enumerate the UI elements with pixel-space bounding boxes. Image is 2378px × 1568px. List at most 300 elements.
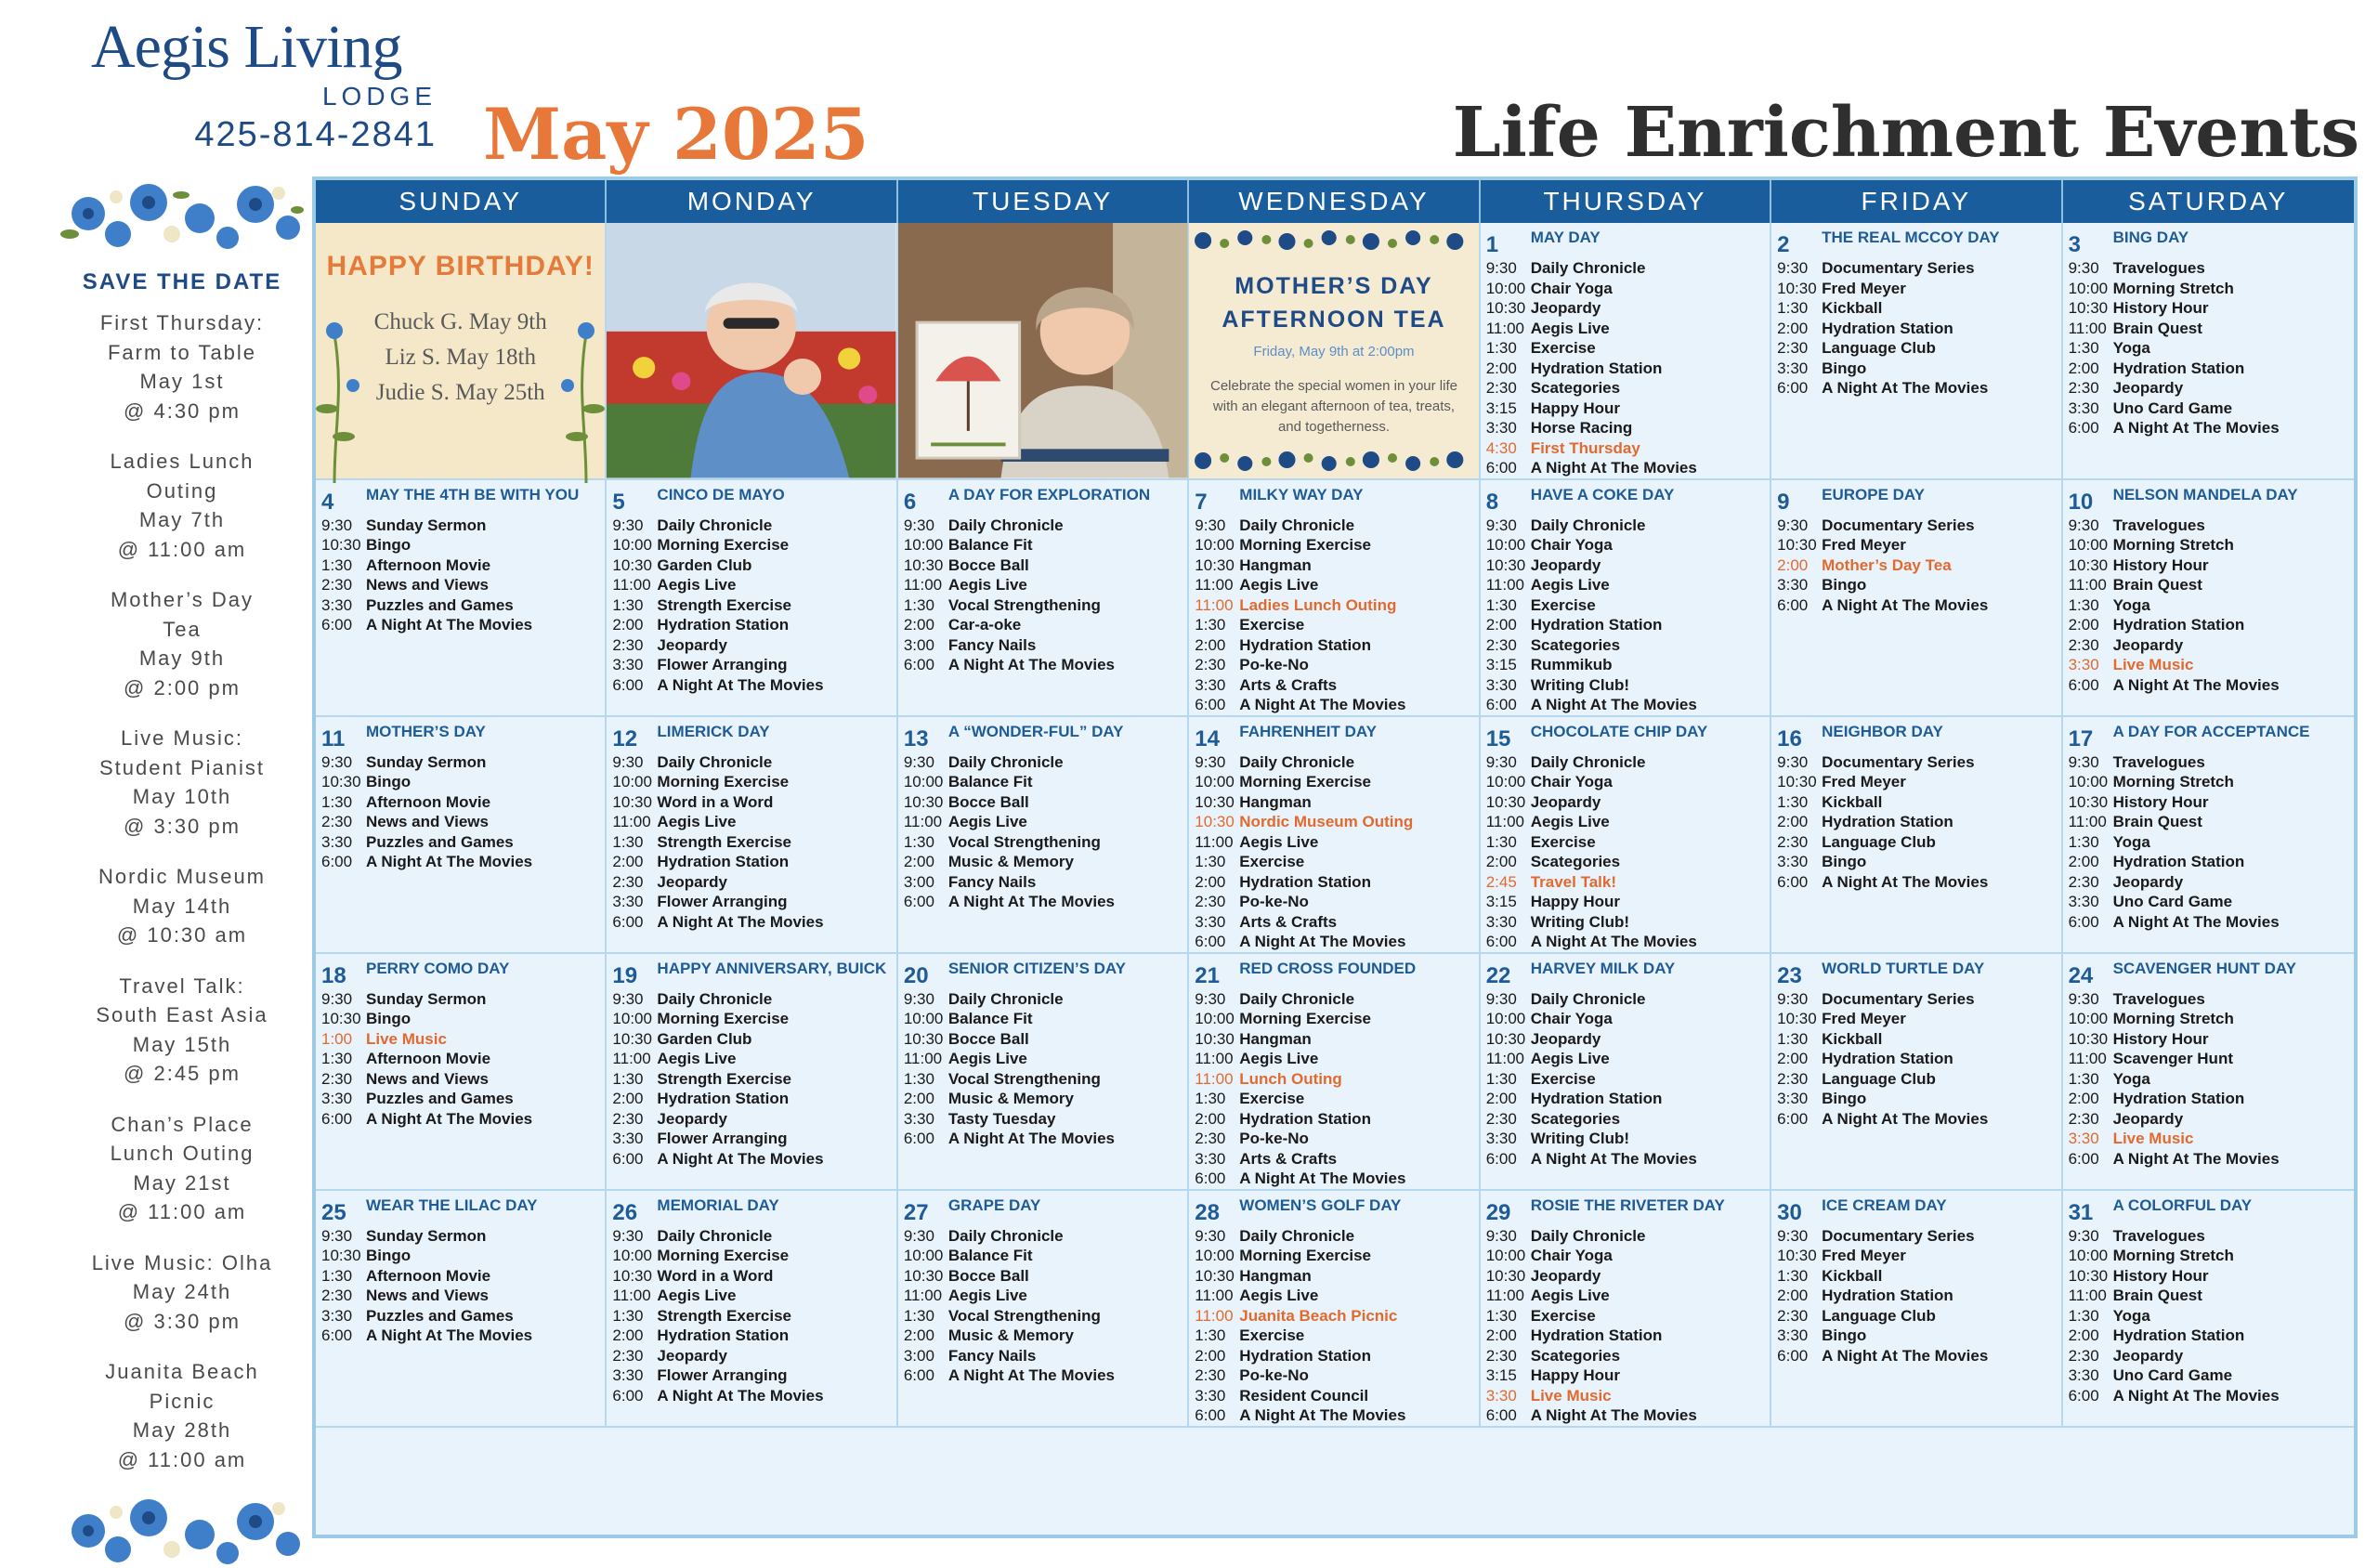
event-time: 6:00 bbox=[612, 675, 644, 694]
event-name: Writing Club! bbox=[1530, 1130, 1630, 1147]
event-time: 11:00 bbox=[1195, 1287, 1234, 1304]
day-header bbox=[612, 960, 892, 987]
event-time: 3:30 bbox=[1777, 853, 1809, 870]
event-row bbox=[612, 989, 892, 1010]
event-name: Daily Chronicle bbox=[947, 989, 1064, 1008]
event-row bbox=[612, 852, 892, 872]
event-list bbox=[612, 1226, 892, 1406]
event-row bbox=[2069, 912, 2350, 933]
event-name: Tasty Tuesday bbox=[947, 1109, 1056, 1128]
event-name: Yoga bbox=[2112, 1069, 2150, 1088]
event-row bbox=[2069, 595, 2350, 616]
event-name: Bingo bbox=[366, 1247, 412, 1264]
event-name: Happy Hour bbox=[1530, 893, 1621, 910]
event-time: 6:00 bbox=[1485, 696, 1517, 713]
event-time: 10:30 bbox=[1195, 792, 1235, 811]
logo-name: Aegis Living bbox=[91, 13, 402, 81]
day-theme: WORLD TURTLE DAY bbox=[1822, 959, 1985, 977]
event-row bbox=[1195, 912, 1474, 933]
event-name: A Night At The Movies bbox=[947, 893, 1115, 910]
event-time: 6:00 bbox=[1485, 1149, 1517, 1168]
event-row bbox=[1777, 1029, 2057, 1050]
event-row bbox=[2069, 892, 2350, 912]
event-time: 10:00 bbox=[1485, 1247, 1526, 1264]
day-cell bbox=[1189, 717, 1480, 954]
event-name: A Night At The Movies bbox=[657, 912, 824, 931]
event-time: 3:30 bbox=[2068, 1130, 2099, 1147]
event-row bbox=[612, 675, 892, 696]
event-time: 2:30 bbox=[1777, 1306, 1809, 1325]
event-name: Morning Exercise bbox=[657, 1010, 790, 1027]
event-name: Hydration Station bbox=[1530, 1326, 1663, 1344]
birthday-title: HAPPY BIRTHDAY! bbox=[326, 251, 594, 281]
event-name: Garden Club bbox=[657, 1029, 752, 1048]
event-row bbox=[321, 1049, 601, 1069]
event-name: Juanita Beach Picnic bbox=[1239, 1306, 1398, 1325]
event-row bbox=[321, 1226, 601, 1247]
event-row bbox=[1195, 1149, 1474, 1169]
event-time: 6:00 bbox=[1485, 1406, 1517, 1424]
event-list bbox=[2069, 989, 2350, 1169]
event-time: 3:30 bbox=[1195, 912, 1226, 931]
event-name: Morning Exercise bbox=[657, 773, 790, 791]
event-row bbox=[612, 535, 892, 555]
event-time: 3:30 bbox=[1195, 675, 1226, 694]
event-time: 3:00 bbox=[903, 872, 934, 891]
event-name: Flower Arranging bbox=[657, 893, 788, 910]
event-row bbox=[1195, 1169, 1474, 1189]
event-name: Strength Exercise bbox=[657, 595, 791, 614]
event-row bbox=[612, 555, 892, 576]
event-row bbox=[612, 1306, 892, 1326]
event-name: Hydration Station bbox=[1239, 1346, 1371, 1365]
event-name: Hydration Station bbox=[1822, 1287, 1953, 1304]
event-time: 9:30 bbox=[612, 752, 644, 771]
event-name: Garden Club bbox=[657, 555, 752, 574]
event-name: Hydration Station bbox=[1239, 872, 1371, 891]
event-row bbox=[321, 555, 601, 576]
birthday-name: Chuck G. May 9th bbox=[373, 309, 547, 334]
event-time: 2:30 bbox=[2068, 1346, 2099, 1365]
event-name: Hangman bbox=[1239, 1266, 1312, 1285]
event-list bbox=[904, 516, 1183, 675]
event-name: Hydration Station bbox=[1822, 319, 1953, 337]
event-time: 10:30 bbox=[612, 792, 652, 811]
event-time: 11:00 bbox=[1195, 832, 1234, 851]
event-time: 2:30 bbox=[612, 1109, 644, 1128]
event-row bbox=[321, 535, 601, 555]
day-theme: RED CROSS FOUNDED bbox=[1239, 959, 1417, 977]
event-list bbox=[1195, 989, 1474, 1189]
event-row bbox=[1195, 1226, 1474, 1247]
event-name: Scategories bbox=[1530, 1109, 1621, 1128]
event-row bbox=[1195, 695, 1474, 715]
event-time: 1:30 bbox=[2068, 1306, 2099, 1325]
event-time: 3:30 bbox=[612, 1130, 644, 1147]
event-time: 10:00 bbox=[2068, 279, 2109, 297]
event-time: 9:30 bbox=[1195, 752, 1226, 771]
event-name: Rummikub bbox=[1530, 656, 1613, 673]
event-row bbox=[1486, 1109, 1766, 1130]
event-row bbox=[1777, 1286, 2057, 1306]
event-time: 1:30 bbox=[321, 1266, 353, 1285]
event-time: 10:00 bbox=[903, 536, 944, 554]
day-number: 19 bbox=[612, 962, 638, 988]
event-time: 10:00 bbox=[903, 1010, 944, 1027]
event-name: Daily Chronicle bbox=[1530, 259, 1646, 277]
event-name: Morning Stretch bbox=[2112, 1010, 2234, 1027]
tea-title bbox=[1189, 269, 1478, 336]
event-name: Aegis Live bbox=[1239, 1287, 1319, 1304]
event-name: Hydration Station bbox=[1530, 1090, 1663, 1107]
event-row bbox=[1777, 1326, 2057, 1346]
event-row bbox=[1486, 1306, 1766, 1326]
event-name: A Night At The Movies bbox=[1822, 379, 1989, 397]
event-name: Music & Memory bbox=[947, 853, 1074, 870]
event-name: Aegis Live bbox=[1239, 576, 1319, 594]
event-row bbox=[1486, 695, 1766, 715]
event-row bbox=[612, 872, 892, 893]
event-row bbox=[1195, 1365, 1474, 1386]
event-row bbox=[1195, 989, 1474, 1010]
event-name: Kickball bbox=[1822, 299, 1883, 317]
event-time: 9:30 bbox=[1195, 1226, 1226, 1245]
event-time: 9:30 bbox=[903, 1226, 934, 1245]
event-row bbox=[2069, 418, 2350, 438]
event-row bbox=[2069, 1009, 2350, 1029]
event-time: 2:00 bbox=[903, 616, 934, 634]
event-time: 3:30 bbox=[1777, 1326, 1809, 1344]
save-the-date-item: Juanita Beach Picnic May 28th @ 11:00 am bbox=[105, 1360, 259, 1471]
event-row bbox=[1486, 655, 1766, 675]
event-time: 3:30 bbox=[1777, 1090, 1809, 1107]
event-row bbox=[1195, 932, 1474, 952]
event-row bbox=[321, 1286, 601, 1306]
event-time: 9:30 bbox=[1485, 516, 1517, 534]
event-row bbox=[2069, 1149, 2350, 1169]
event-name: Hydration Station bbox=[1822, 1050, 1953, 1067]
day-cell bbox=[1771, 480, 2062, 717]
event-name: Bingo bbox=[1822, 576, 1867, 594]
event-time: 2:30 bbox=[2068, 1109, 2099, 1128]
day-number: 2 bbox=[1777, 232, 1790, 257]
event-time: 3:30 bbox=[612, 1366, 644, 1384]
event-row bbox=[1777, 832, 2057, 853]
event-name: Po-ke-No bbox=[1239, 893, 1309, 910]
day-cell bbox=[2063, 1191, 2354, 1428]
event-row bbox=[1777, 1346, 2057, 1366]
event-row bbox=[2069, 1089, 2350, 1109]
event-time: 9:30 bbox=[321, 516, 353, 534]
day-theme: A “WONDER-FUL” DAY bbox=[947, 722, 1124, 740]
event-time: 3:30 bbox=[321, 1090, 353, 1107]
event-name: Yoga bbox=[2112, 595, 2150, 614]
weekday-tuesday: TUESDAY bbox=[898, 180, 1189, 223]
event-row bbox=[1195, 535, 1474, 555]
event-time: 3:30 bbox=[1485, 1386, 1517, 1405]
save-the-date-item: Live Music: Olha May 24th @ 3:30 pm bbox=[91, 1250, 273, 1333]
event-time: 2:00 bbox=[1777, 1050, 1809, 1067]
event-time: 6:00 bbox=[2068, 1386, 2099, 1405]
event-time: 2:30 bbox=[321, 813, 353, 830]
event-time: 9:30 bbox=[1195, 516, 1226, 534]
event-row bbox=[612, 1049, 892, 1069]
event-row bbox=[904, 872, 1183, 893]
event-name: A Night At The Movies bbox=[366, 853, 533, 870]
event-time: 10:30 bbox=[321, 773, 361, 791]
event-list bbox=[2069, 258, 2350, 438]
event-name: Balance Fit bbox=[947, 536, 1033, 554]
event-row bbox=[1777, 359, 2057, 379]
event-row bbox=[1777, 852, 2057, 872]
event-name: Scavenger Hunt bbox=[2112, 1050, 2233, 1067]
special-event-row bbox=[1486, 872, 1766, 893]
event-time: 11:00 bbox=[903, 813, 943, 830]
event-row bbox=[321, 812, 601, 832]
day-theme: SENIOR CITIZEN’S DAY bbox=[947, 959, 1126, 977]
event-name: A Night At The Movies bbox=[1822, 595, 1989, 614]
event-row bbox=[1486, 1365, 1766, 1386]
event-time: 9:30 bbox=[1485, 1226, 1517, 1245]
event-time: 10:30 bbox=[1485, 792, 1526, 811]
event-name: Morning Stretch bbox=[2112, 279, 2234, 297]
event-time: 2:00 bbox=[903, 853, 934, 870]
day-cell bbox=[2063, 223, 2354, 480]
save-the-date-sidebar bbox=[56, 176, 308, 1568]
day-number: 31 bbox=[2068, 1199, 2094, 1225]
event-name: Uno Card Game bbox=[2112, 893, 2233, 910]
event-name: Mother’s Day Tea bbox=[1822, 555, 1952, 574]
event-name: History Hour bbox=[2112, 792, 2209, 811]
event-row bbox=[1195, 892, 1474, 912]
event-time: 2:00 bbox=[1195, 1109, 1226, 1128]
day-cell bbox=[1481, 480, 1771, 717]
event-row bbox=[1486, 635, 1766, 656]
event-name: Hydration Station bbox=[2112, 359, 2245, 377]
day-theme: WEAR THE LILAC DAY bbox=[366, 1196, 538, 1214]
event-name: A Night At The Movies bbox=[366, 616, 533, 634]
event-row bbox=[904, 1089, 1183, 1109]
day-theme: CINCO DE MAYO bbox=[657, 485, 785, 503]
event-name: Exercise bbox=[1530, 1069, 1596, 1088]
event-time: 9:30 bbox=[903, 516, 934, 534]
event-time: 9:30 bbox=[1777, 1226, 1809, 1245]
event-row bbox=[612, 1246, 892, 1266]
save-the-date-item: First Thursday: Farm to Table May 1st @ 4:30 pm bbox=[99, 311, 265, 423]
event-row bbox=[1486, 298, 1766, 319]
event-name: Aegis Live bbox=[1530, 1050, 1610, 1067]
event-row bbox=[2069, 516, 2350, 536]
event-row bbox=[612, 1226, 892, 1247]
event-row bbox=[321, 772, 601, 792]
save-the-date-item: Chan’s Place Lunch Outing May 21st @ 11:00 am bbox=[110, 1112, 255, 1223]
event-time: 10:30 bbox=[612, 555, 652, 574]
event-time: 6:00 bbox=[2068, 912, 2099, 931]
day-number: 23 bbox=[1777, 962, 1802, 988]
event-name: Bingo bbox=[1822, 359, 1867, 377]
day-header bbox=[1195, 723, 1474, 751]
event-name: Car-a-oke bbox=[947, 616, 1022, 634]
event-name: A Night At The Movies bbox=[2112, 419, 2280, 437]
day-cell bbox=[898, 954, 1189, 1191]
event-row bbox=[1777, 279, 2057, 299]
event-name: Word in a Word bbox=[657, 1266, 774, 1285]
day-cell bbox=[1481, 223, 1771, 480]
special-event-row bbox=[2069, 655, 2350, 675]
event-name: Exercise bbox=[1530, 832, 1596, 851]
event-name: Chair Yoga bbox=[1530, 536, 1613, 554]
event-time: 1:30 bbox=[1195, 853, 1226, 870]
event-time: 1:30 bbox=[1485, 1306, 1517, 1325]
day-theme: GRAPE DAY bbox=[947, 1196, 1041, 1214]
day-header bbox=[1486, 723, 1766, 751]
day-number: 22 bbox=[1485, 962, 1511, 988]
event-time: 6:00 bbox=[903, 656, 934, 673]
event-row bbox=[1486, 932, 1766, 952]
event-time: 10:30 bbox=[321, 1010, 361, 1027]
event-name: Kickball bbox=[1822, 1266, 1883, 1285]
event-time: 2:30 bbox=[321, 1287, 353, 1304]
event-name: News and Views bbox=[366, 813, 489, 830]
event-row bbox=[612, 812, 892, 832]
event-time: 11:00 bbox=[2068, 813, 2107, 830]
event-name: Chair Yoga bbox=[1530, 279, 1613, 297]
event-time: 10:30 bbox=[903, 792, 944, 811]
event-row bbox=[1486, 989, 1766, 1010]
event-time: 10:00 bbox=[612, 773, 652, 791]
resident-photo-painting bbox=[898, 223, 1189, 480]
event-row bbox=[904, 1306, 1183, 1326]
event-time: 10:30 bbox=[903, 1029, 944, 1048]
event-time: 6:00 bbox=[2068, 1149, 2099, 1168]
event-time: 10:00 bbox=[903, 773, 944, 791]
event-row bbox=[1486, 1346, 1766, 1366]
event-time: 3:30 bbox=[321, 832, 353, 851]
day-header bbox=[321, 1196, 601, 1224]
event-row bbox=[612, 832, 892, 853]
event-name: A Night At The Movies bbox=[2112, 1386, 2280, 1405]
event-name: Writing Club! bbox=[1530, 912, 1630, 931]
event-time: 11:00 bbox=[903, 576, 943, 594]
floral-border-bottom-icon bbox=[1189, 447, 1478, 475]
event-time: 6:00 bbox=[1777, 872, 1809, 891]
event-row bbox=[321, 852, 601, 872]
event-row bbox=[1486, 752, 1766, 773]
event-name: Music & Memory bbox=[947, 1326, 1074, 1344]
event-time: 9:30 bbox=[2068, 259, 2099, 277]
event-row bbox=[1195, 1326, 1474, 1346]
event-name: A Night At The Movies bbox=[657, 675, 824, 694]
birthday-name: Judie S. May 25th bbox=[375, 380, 545, 405]
event-row bbox=[1195, 1346, 1474, 1366]
event-time: 1:30 bbox=[2068, 339, 2099, 357]
event-name: Uno Card Game bbox=[2112, 1366, 2233, 1384]
event-row bbox=[1195, 772, 1474, 792]
event-time: 3:30 bbox=[1777, 359, 1809, 377]
event-row bbox=[2069, 1069, 2350, 1090]
event-name: Fancy Nails bbox=[947, 635, 1037, 654]
day-header bbox=[904, 723, 1183, 751]
event-time: 10:00 bbox=[2068, 773, 2109, 791]
event-time: 2:30 bbox=[1195, 656, 1226, 673]
event-time: 10:30 bbox=[612, 1266, 652, 1285]
event-time: 2:30 bbox=[1485, 635, 1517, 654]
event-row bbox=[1777, 989, 2057, 1010]
event-list bbox=[1777, 516, 2057, 616]
event-time: 11:00 bbox=[612, 813, 651, 830]
day-cell bbox=[316, 717, 607, 954]
event-time: 1:30 bbox=[1777, 792, 1809, 811]
day-cell bbox=[316, 480, 607, 717]
event-row bbox=[904, 1109, 1183, 1130]
event-name: Daily Chronicle bbox=[657, 516, 773, 534]
event-time: 9:30 bbox=[2068, 752, 2099, 771]
event-row bbox=[612, 1286, 892, 1306]
day-cell bbox=[316, 954, 607, 1191]
event-time: 2:30 bbox=[321, 576, 353, 594]
event-time: 6:00 bbox=[903, 893, 934, 910]
event-name: Arts & Crafts bbox=[1239, 675, 1338, 694]
event-time: 11:00 bbox=[612, 1287, 651, 1304]
event-name: Sunday Sermon bbox=[366, 516, 487, 534]
event-row bbox=[1486, 1266, 1766, 1287]
event-row bbox=[904, 535, 1183, 555]
day-header bbox=[612, 1196, 892, 1224]
event-time: 3:30 bbox=[2068, 399, 2099, 417]
event-row bbox=[1486, 535, 1766, 555]
event-name: Hangman bbox=[1239, 792, 1312, 811]
event-time: 9:30 bbox=[612, 516, 644, 534]
event-time: 2:30 bbox=[321, 1069, 353, 1088]
event-name: Daily Chronicle bbox=[657, 989, 773, 1008]
event-time: 1:30 bbox=[1485, 339, 1517, 357]
weekday-sunday: SUNDAY bbox=[316, 180, 607, 223]
event-time: 10:30 bbox=[903, 1266, 944, 1285]
day-cell bbox=[607, 480, 897, 717]
event-row bbox=[1486, 832, 1766, 853]
event-time: 10:00 bbox=[1485, 279, 1526, 297]
event-time: 1:30 bbox=[903, 595, 934, 614]
event-time: 2:00 bbox=[1485, 359, 1517, 377]
event-time: 6:00 bbox=[1485, 933, 1517, 950]
day-header bbox=[612, 486, 892, 514]
event-row bbox=[2069, 675, 2350, 696]
special-event-row bbox=[1195, 595, 1474, 616]
event-row bbox=[321, 575, 601, 595]
event-row bbox=[1777, 319, 2057, 339]
event-name: Daily Chronicle bbox=[947, 752, 1064, 771]
event-list bbox=[1486, 516, 1766, 715]
event-time: 9:30 bbox=[1485, 259, 1517, 277]
event-name: Vocal Strengthening bbox=[947, 595, 1101, 614]
event-row bbox=[1195, 1109, 1474, 1130]
event-time: 10:30 bbox=[1777, 1010, 1817, 1027]
day-number: 20 bbox=[903, 962, 929, 988]
event-time: 10:00 bbox=[2068, 1010, 2109, 1027]
event-time: 10:30 bbox=[2068, 555, 2109, 574]
day-header bbox=[321, 486, 601, 514]
event-name: A Night At The Movies bbox=[1530, 933, 1697, 950]
event-row bbox=[1195, 852, 1474, 872]
event-time: 10:00 bbox=[1195, 1010, 1235, 1027]
day-theme: CHOCOLATE CHIP DAY bbox=[1530, 722, 1708, 740]
event-name: Aegis Live bbox=[947, 576, 1027, 594]
day-cell bbox=[1771, 223, 2062, 480]
day-cell bbox=[898, 1191, 1189, 1428]
event-name: Jeopardy bbox=[2112, 1109, 2184, 1128]
event-time: 3:00 bbox=[903, 1346, 934, 1365]
event-time: 6:00 bbox=[2068, 675, 2099, 694]
